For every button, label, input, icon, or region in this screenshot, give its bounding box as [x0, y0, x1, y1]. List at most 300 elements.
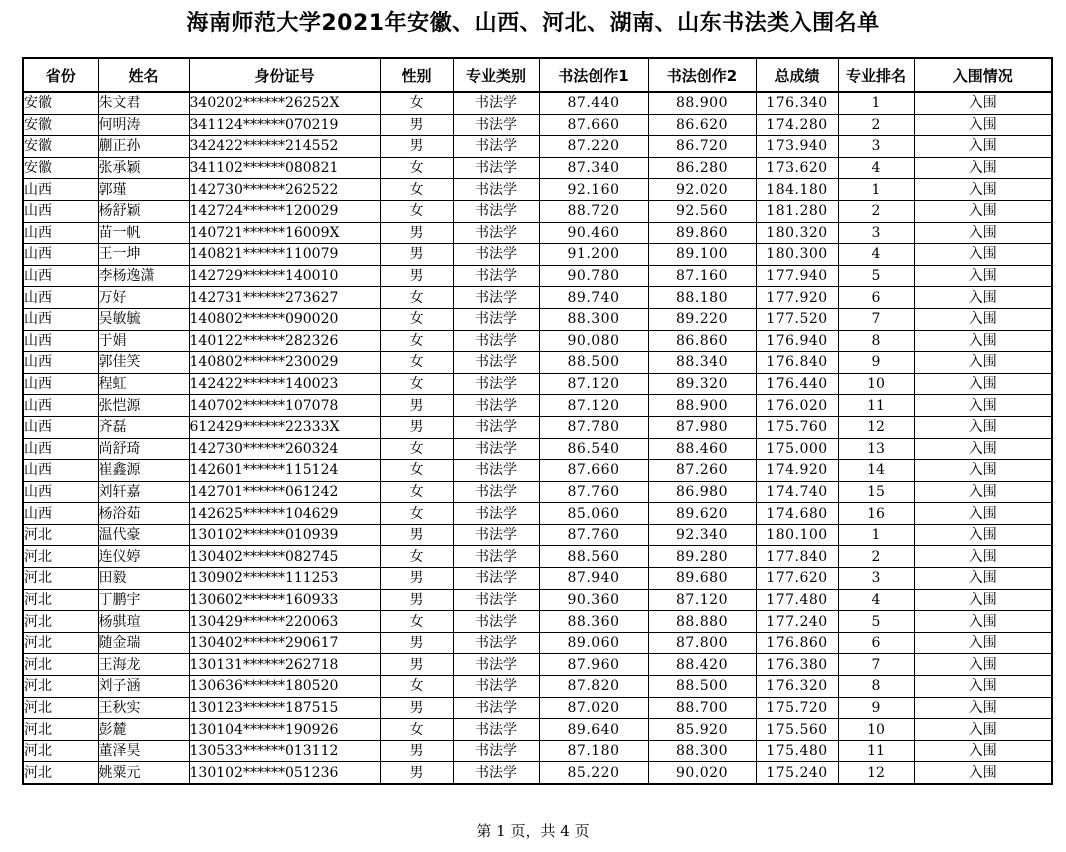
- gender-cell: 女: [380, 546, 453, 568]
- work1-score-cell: 88.300: [539, 308, 648, 330]
- table-row: [23, 222, 1052, 244]
- name-cell: 王一坤: [98, 244, 189, 266]
- province-cell: 河北: [23, 762, 98, 784]
- work1-score-cell: 87.940: [539, 568, 648, 590]
- province-cell: 山西: [23, 244, 98, 266]
- rank-cell: 2: [838, 114, 914, 136]
- total-score-cell: 176.020: [756, 395, 838, 417]
- major-cell: 书法学: [453, 373, 539, 395]
- name-cell: 万好: [98, 287, 189, 309]
- gender-cell: 女: [380, 481, 453, 503]
- total-score-cell: 180.320: [756, 222, 838, 244]
- total-score-cell: 177.840: [756, 546, 838, 568]
- work2-score-cell: 92.560: [648, 200, 756, 222]
- work2-score-cell: 89.680: [648, 568, 756, 590]
- table-row: [23, 136, 1052, 158]
- table-row: [23, 632, 1052, 654]
- major-cell: 书法学: [453, 416, 539, 438]
- total-score-cell: 173.940: [756, 136, 838, 158]
- table-row: [23, 265, 1052, 287]
- major-cell: 书法学: [453, 287, 539, 309]
- status-cell: 入围: [914, 416, 1052, 438]
- gender-cell: 女: [380, 92, 453, 114]
- id-number-cell: 341124******070219: [189, 114, 380, 136]
- total-score-cell: 175.760: [756, 416, 838, 438]
- status-cell: 入围: [914, 92, 1052, 114]
- name-cell: 杨舒颖: [98, 200, 189, 222]
- status-cell: 入围: [914, 460, 1052, 482]
- status-cell: 入围: [914, 503, 1052, 525]
- id-number-cell: 341102******080821: [189, 157, 380, 179]
- work2-score-cell: 88.900: [648, 92, 756, 114]
- id-number-cell: 130402******082745: [189, 546, 380, 568]
- rank-cell: 2: [838, 200, 914, 222]
- work1-score-cell: 87.820: [539, 676, 648, 698]
- work2-score-cell: 89.320: [648, 373, 756, 395]
- status-cell: 入围: [914, 222, 1052, 244]
- gender-cell: 女: [380, 287, 453, 309]
- major-cell: 书法学: [453, 92, 539, 114]
- status-cell: 入围: [914, 136, 1052, 158]
- province-cell: 山西: [23, 330, 98, 352]
- table-row: [23, 352, 1052, 374]
- gender-cell: 男: [380, 136, 453, 158]
- major-cell: 书法学: [453, 136, 539, 158]
- name-cell: 董泽昊: [98, 740, 189, 762]
- total-score-cell: 177.480: [756, 589, 838, 611]
- id-number-cell: 130429******220063: [189, 611, 380, 633]
- id-number-cell: 140821******110079: [189, 244, 380, 266]
- major-cell: 书法学: [453, 697, 539, 719]
- id-number-cell: 140702******107078: [189, 395, 380, 417]
- gender-cell: 女: [380, 330, 453, 352]
- name-cell: 田毅: [98, 568, 189, 590]
- work1-score-cell: 92.160: [539, 179, 648, 201]
- table-row: [23, 697, 1052, 719]
- total-score-cell: 174.920: [756, 460, 838, 482]
- work1-score-cell: 89.640: [539, 719, 648, 741]
- province-cell: 山西: [23, 395, 98, 417]
- column-header-major: 专业类别: [453, 58, 539, 92]
- name-cell: 刘轩嘉: [98, 481, 189, 503]
- id-number-cell: 130104******190926: [189, 719, 380, 741]
- work1-score-cell: 88.560: [539, 546, 648, 568]
- province-cell: 河北: [23, 546, 98, 568]
- table-row: [23, 524, 1052, 546]
- rank-cell: 1: [838, 179, 914, 201]
- work2-score-cell: 92.020: [648, 179, 756, 201]
- work1-score-cell: 87.120: [539, 395, 648, 417]
- status-cell: 入围: [914, 352, 1052, 374]
- gender-cell: 男: [380, 524, 453, 546]
- gender-cell: 男: [380, 416, 453, 438]
- work2-score-cell: 87.800: [648, 632, 756, 654]
- id-number-cell: 130123******187515: [189, 697, 380, 719]
- work1-score-cell: 87.960: [539, 654, 648, 676]
- work1-score-cell: 86.540: [539, 438, 648, 460]
- status-cell: 入围: [914, 740, 1052, 762]
- table-row: [23, 395, 1052, 417]
- name-cell: 温代豪: [98, 524, 189, 546]
- work2-score-cell: 88.880: [648, 611, 756, 633]
- work1-score-cell: 87.760: [539, 524, 648, 546]
- gender-cell: 男: [380, 632, 453, 654]
- gender-cell: 女: [380, 179, 453, 201]
- province-cell: 安徽: [23, 136, 98, 158]
- status-cell: 入围: [914, 114, 1052, 136]
- status-cell: 入围: [914, 373, 1052, 395]
- table-row: [23, 503, 1052, 525]
- rank-cell: 15: [838, 481, 914, 503]
- id-number-cell: 130902******111253: [189, 568, 380, 590]
- major-cell: 书法学: [453, 546, 539, 568]
- table-row: [23, 546, 1052, 568]
- status-cell: 入围: [914, 244, 1052, 266]
- work2-score-cell: 89.620: [648, 503, 756, 525]
- major-cell: 书法学: [453, 632, 539, 654]
- work2-score-cell: 87.120: [648, 589, 756, 611]
- rank-cell: 1: [838, 92, 914, 114]
- column-header-rank: 专业排名: [838, 58, 914, 92]
- major-cell: 书法学: [453, 308, 539, 330]
- table-row: [23, 654, 1052, 676]
- name-cell: 王海龙: [98, 654, 189, 676]
- status-cell: 入围: [914, 546, 1052, 568]
- province-cell: 山西: [23, 179, 98, 201]
- table-row: [23, 200, 1052, 222]
- status-cell: 入围: [914, 481, 1052, 503]
- page-title: 海南师范大学2021年安徽、山西、河北、湖南、山东书法类入围名单: [186, 11, 880, 36]
- id-number-cell: 142422******140023: [189, 373, 380, 395]
- work1-score-cell: 87.660: [539, 460, 648, 482]
- province-cell: 山西: [23, 416, 98, 438]
- rank-cell: 10: [838, 719, 914, 741]
- major-cell: 书法学: [453, 524, 539, 546]
- total-score-cell: 176.440: [756, 373, 838, 395]
- name-cell: 姚粟元: [98, 762, 189, 784]
- column-header-work2-score: 书法创作2: [648, 58, 756, 92]
- table-row: [23, 438, 1052, 460]
- rank-cell: 4: [838, 589, 914, 611]
- status-cell: 入围: [914, 697, 1052, 719]
- work1-score-cell: 90.080: [539, 330, 648, 352]
- major-cell: 书法学: [453, 762, 539, 784]
- page-footer: 第 1 页，共 4 页: [476, 822, 590, 840]
- name-cell: 张承颖: [98, 157, 189, 179]
- total-score-cell: 175.720: [756, 697, 838, 719]
- rank-cell: 13: [838, 438, 914, 460]
- table-header-row: [23, 58, 1052, 92]
- province-cell: 河北: [23, 740, 98, 762]
- gender-cell: 男: [380, 589, 453, 611]
- rank-cell: 4: [838, 157, 914, 179]
- status-cell: 入围: [914, 589, 1052, 611]
- total-score-cell: 176.320: [756, 676, 838, 698]
- table-row: [23, 416, 1052, 438]
- gender-cell: 女: [380, 719, 453, 741]
- gender-cell: 男: [380, 740, 453, 762]
- rank-cell: 9: [838, 352, 914, 374]
- id-number-cell: 140802******090020: [189, 308, 380, 330]
- gender-cell: 男: [380, 568, 453, 590]
- id-number-cell: 130102******051236: [189, 762, 380, 784]
- gender-cell: 女: [380, 373, 453, 395]
- gender-cell: 女: [380, 200, 453, 222]
- name-cell: 程虹: [98, 373, 189, 395]
- total-score-cell: 176.340: [756, 92, 838, 114]
- rank-cell: 12: [838, 762, 914, 784]
- table-row: [23, 611, 1052, 633]
- work2-score-cell: 88.700: [648, 697, 756, 719]
- work1-score-cell: 87.340: [539, 157, 648, 179]
- status-cell: 入围: [914, 438, 1052, 460]
- total-score-cell: 176.840: [756, 352, 838, 374]
- id-number-cell: 342422******214552: [189, 136, 380, 158]
- gender-cell: 男: [380, 222, 453, 244]
- rank-cell: 4: [838, 244, 914, 266]
- province-cell: 山西: [23, 265, 98, 287]
- gender-cell: 女: [380, 157, 453, 179]
- work2-score-cell: 89.100: [648, 244, 756, 266]
- name-cell: 彭麓: [98, 719, 189, 741]
- province-cell: 河北: [23, 697, 98, 719]
- rank-cell: 11: [838, 740, 914, 762]
- gender-cell: 男: [380, 697, 453, 719]
- table-row: [23, 179, 1052, 201]
- total-score-cell: 175.000: [756, 438, 838, 460]
- work1-score-cell: 88.360: [539, 611, 648, 633]
- major-cell: 书法学: [453, 114, 539, 136]
- column-header-status: 入围情况: [914, 58, 1052, 92]
- major-cell: 书法学: [453, 719, 539, 741]
- status-cell: 入围: [914, 719, 1052, 741]
- table-row: [23, 460, 1052, 482]
- table-row: [23, 330, 1052, 352]
- rank-cell: 6: [838, 632, 914, 654]
- gender-cell: 男: [380, 244, 453, 266]
- table-row: [23, 308, 1052, 330]
- table-row: [23, 740, 1052, 762]
- table-row: [23, 719, 1052, 741]
- gender-cell: 男: [380, 114, 453, 136]
- work2-score-cell: 87.160: [648, 265, 756, 287]
- province-cell: 河北: [23, 611, 98, 633]
- table-row: [23, 568, 1052, 590]
- status-cell: 入围: [914, 200, 1052, 222]
- major-cell: 书法学: [453, 611, 539, 633]
- province-cell: 山西: [23, 373, 98, 395]
- major-cell: 书法学: [453, 740, 539, 762]
- status-cell: 入围: [914, 287, 1052, 309]
- id-number-cell: 612429******22333X: [189, 416, 380, 438]
- work2-score-cell: 88.460: [648, 438, 756, 460]
- name-cell: 于娟: [98, 330, 189, 352]
- name-cell: 刘子涵: [98, 676, 189, 698]
- major-cell: 书法学: [453, 244, 539, 266]
- work2-score-cell: 87.980: [648, 416, 756, 438]
- rank-cell: 7: [838, 654, 914, 676]
- status-cell: 入围: [914, 762, 1052, 784]
- major-cell: 书法学: [453, 222, 539, 244]
- column-header-id-number: 身份证号: [189, 58, 380, 92]
- rank-cell: 1: [838, 524, 914, 546]
- admission-table: [22, 57, 1053, 785]
- total-score-cell: 180.300: [756, 244, 838, 266]
- name-cell: 杨浴茹: [98, 503, 189, 525]
- gender-cell: 男: [380, 654, 453, 676]
- gender-cell: 男: [380, 762, 453, 784]
- table-row: [23, 589, 1052, 611]
- table-row: [23, 114, 1052, 136]
- rank-cell: 3: [838, 136, 914, 158]
- work2-score-cell: 87.260: [648, 460, 756, 482]
- total-score-cell: 177.240: [756, 611, 838, 633]
- province-cell: 安徽: [23, 114, 98, 136]
- id-number-cell: 140802******230029: [189, 352, 380, 374]
- work1-score-cell: 87.780: [539, 416, 648, 438]
- id-number-cell: 142730******262522: [189, 179, 380, 201]
- major-cell: 书法学: [453, 676, 539, 698]
- rank-cell: 8: [838, 330, 914, 352]
- gender-cell: 男: [380, 265, 453, 287]
- name-cell: 随金瑞: [98, 632, 189, 654]
- work1-score-cell: 88.500: [539, 352, 648, 374]
- gender-cell: 女: [380, 676, 453, 698]
- rank-cell: 5: [838, 265, 914, 287]
- work1-score-cell: 89.060: [539, 632, 648, 654]
- major-cell: 书法学: [453, 265, 539, 287]
- table-row: [23, 92, 1052, 114]
- province-cell: 河北: [23, 524, 98, 546]
- total-score-cell: 184.180: [756, 179, 838, 201]
- province-cell: 河北: [23, 719, 98, 741]
- id-number-cell: 142730******260324: [189, 438, 380, 460]
- major-cell: 书法学: [453, 589, 539, 611]
- name-cell: 张恺源: [98, 395, 189, 417]
- table-row: [23, 244, 1052, 266]
- status-cell: 入围: [914, 308, 1052, 330]
- work1-score-cell: 87.760: [539, 481, 648, 503]
- id-number-cell: 130602******160933: [189, 589, 380, 611]
- id-number-cell: 130636******180520: [189, 676, 380, 698]
- name-cell: 连仪婷: [98, 546, 189, 568]
- status-cell: 入围: [914, 568, 1052, 590]
- status-cell: 入围: [914, 395, 1052, 417]
- total-score-cell: 176.380: [756, 654, 838, 676]
- total-score-cell: 176.860: [756, 632, 838, 654]
- name-cell: 郭佳笑: [98, 352, 189, 374]
- column-header-work1-score: 书法创作1: [539, 58, 648, 92]
- id-number-cell: 142731******273627: [189, 287, 380, 309]
- total-score-cell: 175.480: [756, 740, 838, 762]
- total-score-cell: 177.920: [756, 287, 838, 309]
- work1-score-cell: 87.120: [539, 373, 648, 395]
- column-header-total-score: 总成绩: [756, 58, 838, 92]
- table-row: [23, 762, 1052, 784]
- name-cell: 王秋实: [98, 697, 189, 719]
- work2-score-cell: 89.220: [648, 308, 756, 330]
- major-cell: 书法学: [453, 654, 539, 676]
- province-cell: 河北: [23, 589, 98, 611]
- id-number-cell: 140122******282326: [189, 330, 380, 352]
- id-number-cell: 340202******26252X: [189, 92, 380, 114]
- work2-score-cell: 85.920: [648, 719, 756, 741]
- table-body: [23, 92, 1052, 784]
- rank-cell: 6: [838, 287, 914, 309]
- work2-score-cell: 92.340: [648, 524, 756, 546]
- name-cell: 崔鑫源: [98, 460, 189, 482]
- id-number-cell: 142701******061242: [189, 481, 380, 503]
- id-number-cell: 142625******104629: [189, 503, 380, 525]
- table-row: [23, 373, 1052, 395]
- table-row: [23, 157, 1052, 179]
- name-cell: 朱文君: [98, 92, 189, 114]
- gender-cell: 女: [380, 460, 453, 482]
- column-header-name: 姓名: [98, 58, 189, 92]
- work2-score-cell: 88.300: [648, 740, 756, 762]
- status-cell: 入围: [914, 654, 1052, 676]
- name-cell: 齐磊: [98, 416, 189, 438]
- work1-score-cell: 90.360: [539, 589, 648, 611]
- rank-cell: 12: [838, 416, 914, 438]
- total-score-cell: 175.240: [756, 762, 838, 784]
- name-cell: 丁鹏宇: [98, 589, 189, 611]
- rank-cell: 8: [838, 676, 914, 698]
- work2-score-cell: 86.280: [648, 157, 756, 179]
- column-header-gender: 性别: [380, 58, 453, 92]
- name-cell: 李杨逸潇: [98, 265, 189, 287]
- work2-score-cell: 90.020: [648, 762, 756, 784]
- status-cell: 入围: [914, 330, 1052, 352]
- name-cell: 何明涛: [98, 114, 189, 136]
- status-cell: 入围: [914, 611, 1052, 633]
- id-number-cell: 130533******013112: [189, 740, 380, 762]
- major-cell: 书法学: [453, 395, 539, 417]
- column-header-province: 省份: [23, 58, 98, 92]
- name-cell: 尚舒琦: [98, 438, 189, 460]
- rank-cell: 16: [838, 503, 914, 525]
- work1-score-cell: 87.020: [539, 697, 648, 719]
- major-cell: 书法学: [453, 179, 539, 201]
- province-cell: 安徽: [23, 157, 98, 179]
- work2-score-cell: 88.420: [648, 654, 756, 676]
- total-score-cell: 180.100: [756, 524, 838, 546]
- rank-cell: 5: [838, 611, 914, 633]
- province-cell: 河北: [23, 568, 98, 590]
- table-row: [23, 287, 1052, 309]
- status-cell: 入围: [914, 157, 1052, 179]
- id-number-cell: 142724******120029: [189, 200, 380, 222]
- id-number-cell: 130102******010939: [189, 524, 380, 546]
- name-cell: 吴敏毓: [98, 308, 189, 330]
- major-cell: 书法学: [453, 460, 539, 482]
- province-cell: 安徽: [23, 92, 98, 114]
- major-cell: 书法学: [453, 330, 539, 352]
- gender-cell: 女: [380, 308, 453, 330]
- work2-score-cell: 88.340: [648, 352, 756, 374]
- status-cell: 入围: [914, 265, 1052, 287]
- name-cell: 杨骐瑄: [98, 611, 189, 633]
- gender-cell: 女: [380, 438, 453, 460]
- work2-score-cell: 86.980: [648, 481, 756, 503]
- province-cell: 山西: [23, 352, 98, 374]
- total-score-cell: 177.620: [756, 568, 838, 590]
- total-score-cell: 174.280: [756, 114, 838, 136]
- province-cell: 山西: [23, 460, 98, 482]
- work2-score-cell: 89.860: [648, 222, 756, 244]
- name-cell: 蒯正孙: [98, 136, 189, 158]
- gender-cell: 女: [380, 352, 453, 374]
